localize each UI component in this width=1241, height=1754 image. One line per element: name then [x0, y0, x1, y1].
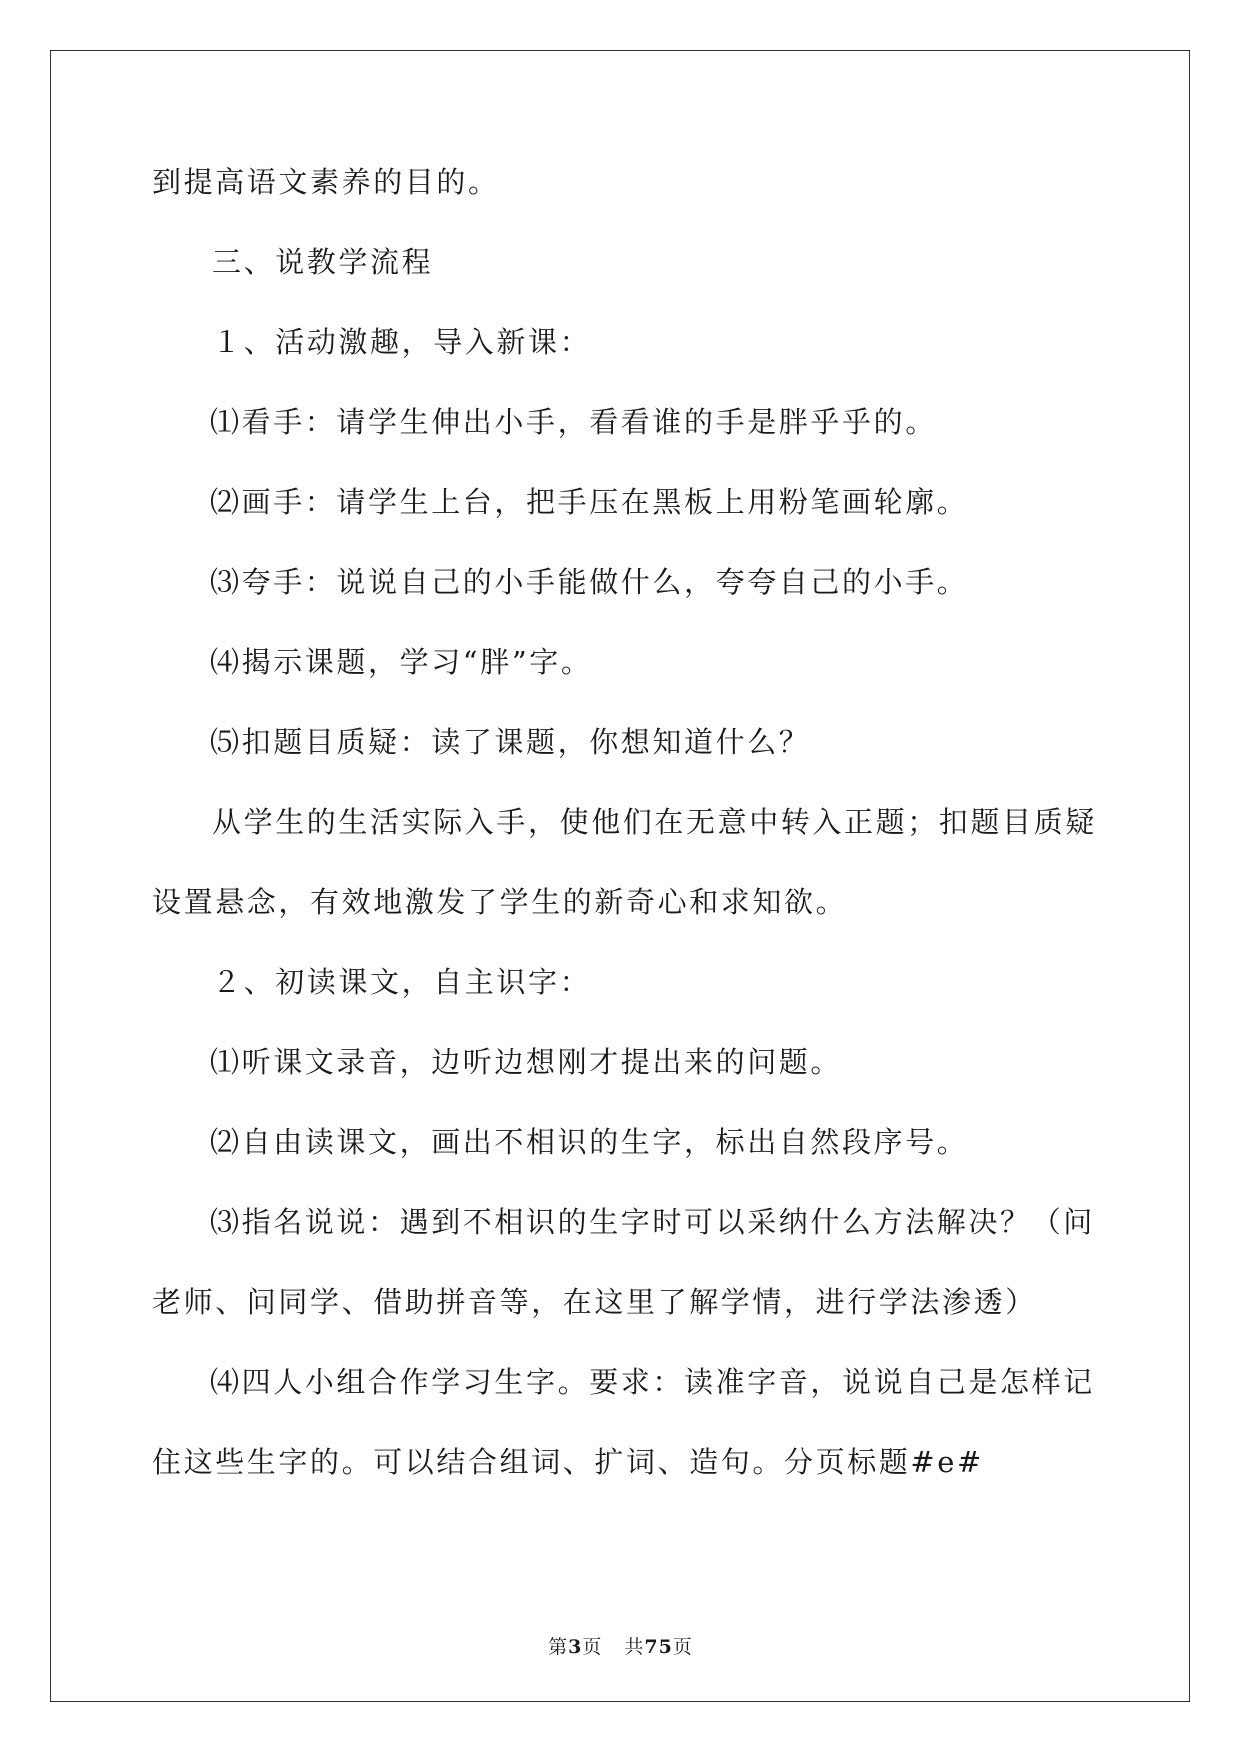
page-prefix: 第: [548, 1636, 569, 1658]
section-heading: 三、说教学流程: [212, 245, 434, 279]
paragraph-line: 到提高语文素养的目的。: [152, 165, 500, 199]
subsection-heading: ２、初读课文，自主识字：: [212, 965, 592, 999]
list-item: ⑷揭示课题，学习“胖”字。: [210, 645, 593, 679]
paragraph-line: 从学生的生活实际入手，使他们在无意中转入正题；扣题目质疑: [212, 805, 1097, 839]
list-item: ⑴听课文录音，边听边想刚才提出来的问题。: [210, 1045, 843, 1079]
paragraph-line: 设置悬念，有效地激发了学生的新奇心和求知欲。: [152, 885, 848, 919]
page-footer: [0, 1632, 1241, 1659]
list-item: ⑷四人小组合作学习生字。要求：读准字音，说说自己是怎样记: [210, 1365, 1095, 1399]
total-suffix: 页: [672, 1636, 693, 1658]
total-prefix: 共: [624, 1636, 645, 1658]
page-suffix: 页: [582, 1636, 603, 1658]
list-item: ⑴看手：请学生伸出小手，看看谁的手是胖乎乎的。: [210, 405, 937, 439]
list-item: ⑵画手：请学生上台，把手压在黑板上用粉笔画轮廓。: [210, 485, 969, 519]
paragraph-line: 老师、问同学、借助拼音等，在这里了解学情，进行学法渗透）: [152, 1285, 1037, 1319]
page-number: 3: [568, 1636, 583, 1658]
paragraph-line: 住这些生字的。可以结合组词、扩词、造句。分页标题#e#: [152, 1445, 984, 1479]
subsection-heading: １、活动激趣，导入新课：: [212, 325, 592, 359]
list-item: ⑶夸手：说说自己的小手能做什么，夸夸自己的小手。: [210, 565, 969, 599]
total-pages: 75: [644, 1636, 673, 1658]
list-item: ⑵自由读课文，画出不相识的生字，标出自然段序号。: [210, 1125, 969, 1159]
list-item: ⑸扣题目质疑：读了课题，你想知道什么？: [210, 725, 811, 759]
list-item: ⑶指名说说：遇到不相识的生字时可以采纳什么方法解决？（问: [210, 1205, 1095, 1239]
